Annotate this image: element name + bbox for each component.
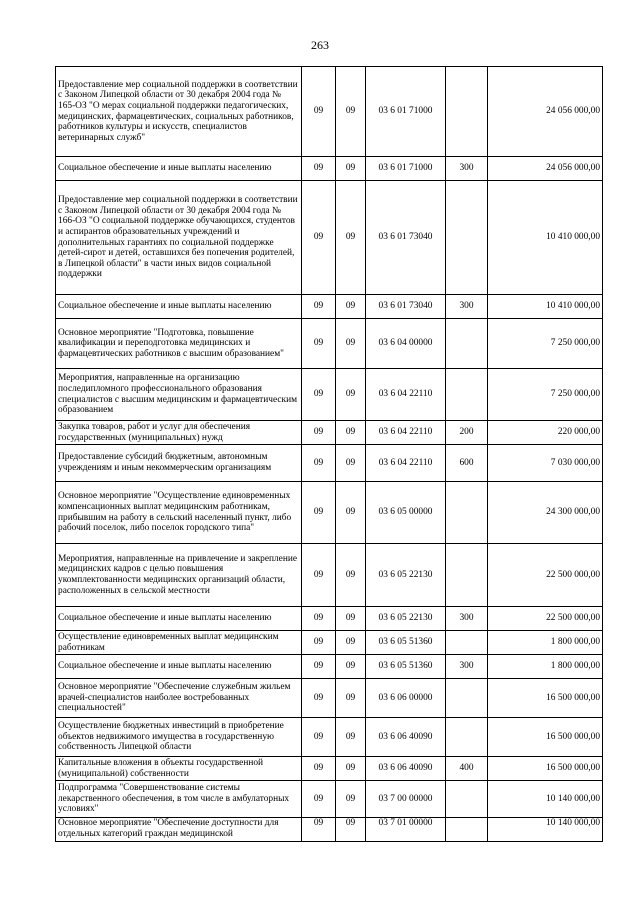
- row-amount: 220 000,00: [488, 421, 603, 445]
- table-row: [56, 781, 603, 818]
- budget-table: [55, 66, 603, 842]
- row-section: 09: [302, 781, 336, 818]
- row-section: 09: [302, 631, 336, 655]
- row-target-article: 03 6 06 00000: [366, 679, 446, 718]
- table-row: [56, 757, 603, 781]
- row-name: Мероприятия, направленные на организацию последипломного профессионального образования специалистов с высшим медицинским и фармацевтическим образованием: [56, 369, 302, 421]
- row-section: 09: [302, 295, 336, 319]
- row-expense-type: [446, 631, 488, 655]
- row-subsection: 09: [336, 679, 366, 718]
- row-expense-type: 300: [446, 607, 488, 631]
- row-amount: 10 140 000,00: [488, 818, 603, 842]
- row-expense-type: 200: [446, 421, 488, 445]
- row-amount: 7 030 000,00: [488, 445, 603, 482]
- row-name: Осуществление единовременных выплат медицинским работникам: [56, 631, 302, 655]
- row-target-article: 03 7 01 00000: [366, 818, 446, 842]
- row-amount: 7 250 000,00: [488, 369, 603, 421]
- row-section: 09: [302, 757, 336, 781]
- row-subsection: 09: [336, 295, 366, 319]
- row-target-article: 03 6 05 22130: [366, 607, 446, 631]
- row-name: Основное мероприятие "Подготовка, повышение квалификации и переподготовка медицинских и фармацевтических работников с высшим образованием": [56, 319, 302, 369]
- table-row: [56, 319, 603, 369]
- row-target-article: 03 6 04 22110: [366, 421, 446, 445]
- row-name: Социальное обеспечение и иные выплаты населению: [56, 655, 302, 679]
- row-amount: 16 500 000,00: [488, 679, 603, 718]
- row-section: 09: [302, 544, 336, 607]
- row-amount: 10 410 000,00: [488, 181, 603, 295]
- row-target-article: 03 6 04 00000: [366, 319, 446, 369]
- row-section: 09: [302, 482, 336, 544]
- row-amount: 16 500 000,00: [488, 718, 603, 757]
- row-target-article: 03 6 04 22110: [366, 445, 446, 482]
- row-target-article: 03 6 06 40090: [366, 718, 446, 757]
- table-row: [56, 181, 603, 295]
- table-row: [56, 718, 603, 757]
- row-subsection: 09: [336, 718, 366, 757]
- row-section: 09: [302, 421, 336, 445]
- row-amount: 7 250 000,00: [488, 319, 603, 369]
- table-row: [56, 679, 603, 718]
- row-amount: 16 500 000,00: [488, 757, 603, 781]
- row-target-article: 03 6 05 00000: [366, 482, 446, 544]
- row-subsection: 09: [336, 157, 366, 181]
- row-name: Подпрограмма "Совершенствование системы лекарственного обеспечения, в том числе в амбулаторных условиях": [56, 781, 302, 818]
- row-section: 09: [302, 181, 336, 295]
- row-name: Основное мероприятие "Обеспечение доступности для отдельных категорий граждан медицинской: [56, 818, 302, 842]
- row-target-article: 03 6 05 51360: [366, 631, 446, 655]
- row-target-article: 03 6 01 73040: [366, 181, 446, 295]
- row-expense-type: 600: [446, 445, 488, 482]
- row-name: Предоставление мер социальной поддержки в соответствии с Законом Липецкой области от 30 декабря 2004 года № 166-ОЗ "О социальной поддержке обучающихся, студентов и аспирантов образовательных учреждений и дополнительных гарантиях по социальной поддержке детей-сирот и детей, оставшихся без попечения родителей, в Липецкой области" в части иных видов социальной поддержки: [56, 181, 302, 295]
- table-row: [56, 655, 603, 679]
- row-target-article: 03 6 01 71000: [366, 67, 446, 157]
- row-section: 09: [302, 67, 336, 157]
- page-number: 263: [311, 38, 329, 52]
- row-amount: 10 410 000,00: [488, 295, 603, 319]
- row-target-article: 03 6 05 51360: [366, 655, 446, 679]
- row-name: Предоставление субсидий бюджетным, автономным учреждениям и иным некоммерческим организациям: [56, 445, 302, 482]
- row-expense-type: [446, 67, 488, 157]
- row-target-article: 03 6 04 22110: [366, 369, 446, 421]
- row-expense-type: [446, 544, 488, 607]
- row-amount: 1 800 000,00: [488, 655, 603, 679]
- row-name: Основное мероприятие "Осуществление единовременных компенсационных выплат медицинским работникам, прибывшим на работу в сельский населенный пункт, либо рабочий поселок, либо поселок городского типа": [56, 482, 302, 544]
- row-amount: 24 300 000,00: [488, 482, 603, 544]
- row-amount: 10 140 000,00: [488, 781, 603, 818]
- row-amount: 24 056 000,00: [488, 67, 603, 157]
- row-name: Социальное обеспечение и иные выплаты населению: [56, 157, 302, 181]
- row-section: 09: [302, 818, 336, 842]
- row-subsection: 09: [336, 445, 366, 482]
- row-amount: 22 500 000,00: [488, 544, 603, 607]
- row-expense-type: [446, 482, 488, 544]
- table-row: [56, 445, 603, 482]
- table-row: [56, 67, 603, 157]
- row-subsection: 09: [336, 319, 366, 369]
- row-name: Осуществление бюджетных инвестиций в приобретение объектов недвижимого имущества в государственную собственность Липецкой области: [56, 718, 302, 757]
- row-amount: 22 500 000,00: [488, 607, 603, 631]
- row-section: 09: [302, 607, 336, 631]
- row-section: 09: [302, 655, 336, 679]
- row-subsection: 09: [336, 181, 366, 295]
- table-row: [56, 421, 603, 445]
- row-subsection: 09: [336, 421, 366, 445]
- row-expense-type: [446, 679, 488, 718]
- row-subsection: 09: [336, 544, 366, 607]
- table-row: [56, 157, 603, 181]
- row-target-article: 03 6 05 22130: [366, 544, 446, 607]
- row-subsection: 09: [336, 818, 366, 842]
- row-subsection: 09: [336, 631, 366, 655]
- row-amount: 24 056 000,00: [488, 157, 603, 181]
- row-expense-type: [446, 319, 488, 369]
- row-expense-type: [446, 718, 488, 757]
- row-target-article: 03 6 01 73040: [366, 295, 446, 319]
- row-target-article: 03 7 00 00000: [366, 781, 446, 818]
- row-name: Социальное обеспечение и иные выплаты населению: [56, 295, 302, 319]
- row-expense-type: 300: [446, 157, 488, 181]
- row-expense-type: 400: [446, 757, 488, 781]
- row-subsection: 09: [336, 369, 366, 421]
- row-expense-type: [446, 818, 488, 842]
- row-subsection: 09: [336, 757, 366, 781]
- table-row: [56, 607, 603, 631]
- row-target-article: 03 6 06 40090: [366, 757, 446, 781]
- table-row: [56, 631, 603, 655]
- row-section: 09: [302, 445, 336, 482]
- row-subsection: 09: [336, 607, 366, 631]
- row-section: 09: [302, 319, 336, 369]
- row-subsection: 09: [336, 482, 366, 544]
- row-expense-type: [446, 369, 488, 421]
- row-name: Основное мероприятие "Обеспечение служебным жильем врачей-специалистов наиболее востребованных специальностей": [56, 679, 302, 718]
- row-name: Капитальные вложения в объекты государственной (муниципальной) собственности: [56, 757, 302, 781]
- row-expense-type: [446, 181, 488, 295]
- row-name: Закупка товаров, работ и услуг для обеспечения государственных (муниципальных) нужд: [56, 421, 302, 445]
- row-section: 09: [302, 718, 336, 757]
- row-target-article: 03 6 01 71000: [366, 157, 446, 181]
- row-expense-type: 300: [446, 295, 488, 319]
- row-name: Мероприятия, направленные на привлечение и закрепление медицинских кадров с целью повышения укомплектованности медицинских организаций области, расположенных в сельской местности: [56, 544, 302, 607]
- table-row: [56, 544, 603, 607]
- row-name: Социальное обеспечение и иные выплаты населению: [56, 607, 302, 631]
- row-expense-type: 300: [446, 655, 488, 679]
- row-name: Предоставление мер социальной поддержки в соответствии с Законом Липецкой области от 30 декабря 2004 года № 165-ОЗ "О мерах социальной поддержки педагогических, медицинских, фармацевтических, социальных работников, работников культуры и искусств, специалистов ветеринарных служб": [56, 67, 302, 157]
- table-row: [56, 818, 603, 842]
- row-expense-type: [446, 781, 488, 818]
- row-subsection: 09: [336, 781, 366, 818]
- row-subsection: 09: [336, 67, 366, 157]
- table-row: [56, 369, 603, 421]
- row-section: 09: [302, 369, 336, 421]
- row-section: 09: [302, 679, 336, 718]
- row-amount: 1 800 000,00: [488, 631, 603, 655]
- table-row: [56, 295, 603, 319]
- row-subsection: 09: [336, 655, 366, 679]
- row-section: 09: [302, 157, 336, 181]
- table-row: [56, 482, 603, 544]
